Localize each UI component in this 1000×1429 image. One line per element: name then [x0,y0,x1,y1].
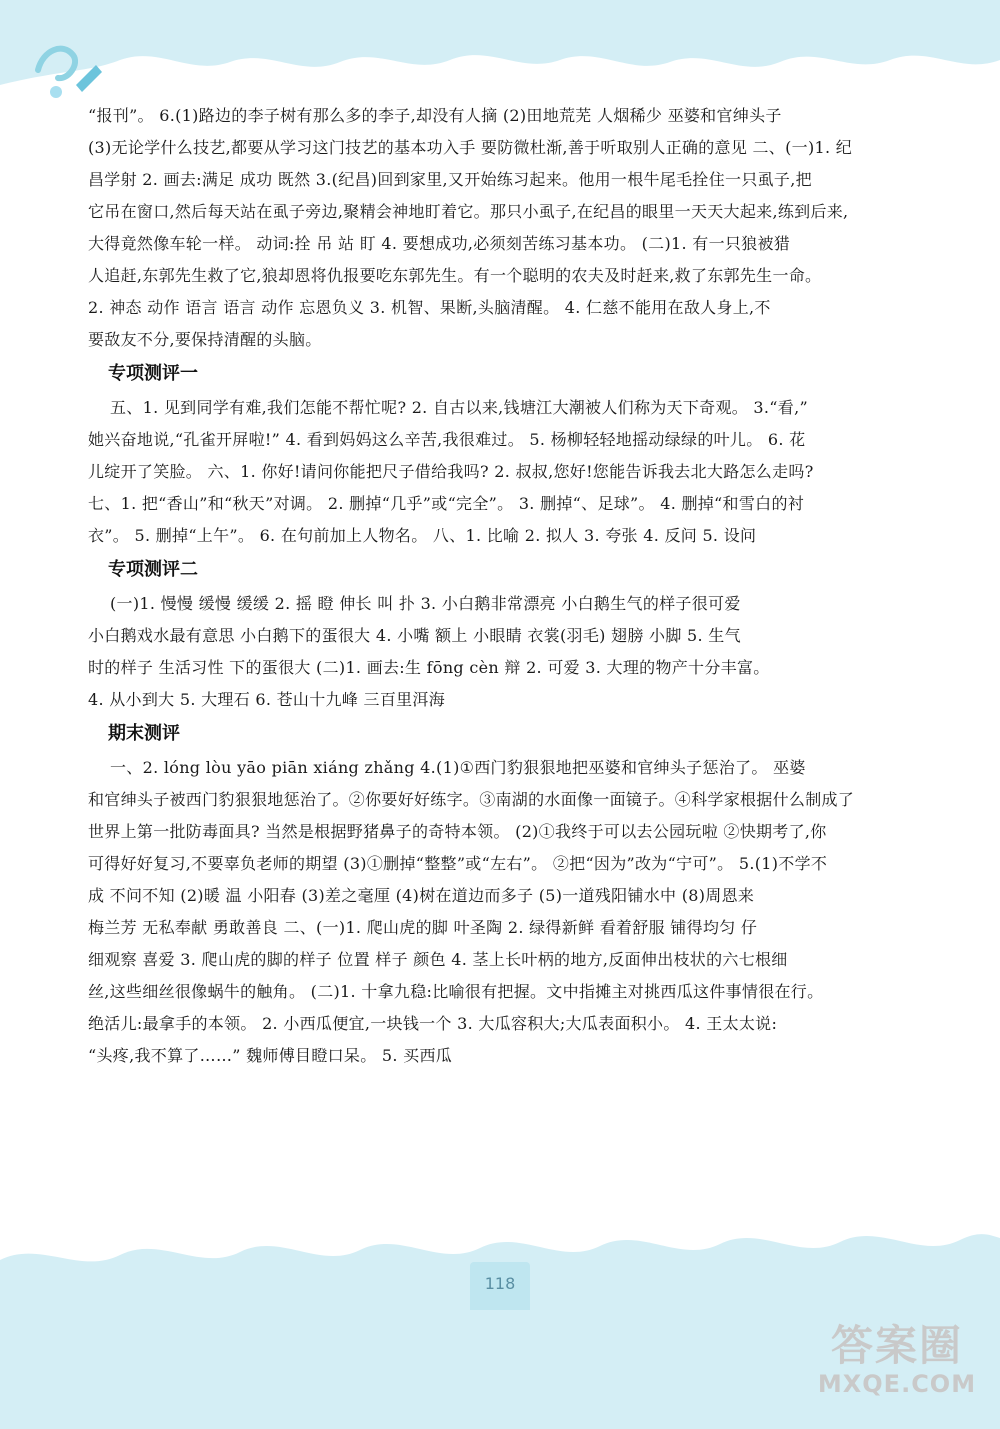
text-line: 她兴奋地说,“孔雀开屏啦!” 4. 看到妈妈这么辛苦,我很难过。 5. 杨柳轻轻地摇动绿绿的叶儿。 6. 花 [88,430,806,449]
text-line: 五、1. 见到同学有难,我们怎能不帮忙呢? 2. 自古以来,钱塘江大潮被人们称为天下奇观。 3.“看,” [110,398,808,417]
text-line: 世界上第一批防毒面具? 当然是根据野猪鼻子的奇特本领。 (2)①我终于可以去公园玩啦 ②快期考了,你 [88,822,827,841]
section-heading: 期末测评 [108,723,180,744]
page-number: 118 [470,1262,530,1310]
text-line: 它吊在窗口,然后每天站在虱子旁边,聚精会神地盯着它。那只小虱子,在纪昌的眼里一天天大起来,练到后来, [88,202,849,221]
section-heading: 专项测评一 [108,363,198,384]
text-line: 梅兰芳 无私奉献 勇敢善良 二、(一)1. 爬山虎的脚 叶圣陶 2. 绿得新鲜 看着舒服 铺得均匀 仔 [88,918,758,937]
section-heading: 专项测评二 [108,559,198,580]
text-line: 成 不问不知 (2)暖 温 小阳春 (3)差之毫厘 (4)树在道边而多子 (5)一道残阳铺水中 (8)周恩来 [88,886,755,905]
text-line: 丝,这些细丝很像蜗牛的触角。 (二)1. 十拿九稳:比喻很有把握。文中指摊主对挑西瓜这件事情很在行。 [88,982,824,1001]
text-line: 儿绽开了笑脸。 六、1. 你好!请问你能把尺子借给我吗? 2. 叔叔,您好!您能告诉我去北大路怎么走吗? [88,462,814,481]
text-line: 一、2. lóng lòu yāo piān xiáng zhǎng 4.(1)①西门豹狠狠地把巫婆和官绅头子惩治了。 巫婆 [110,758,806,777]
text-line: “报刊”。 6.(1)路边的李子树有那么多的李子,却没有人摘 (2)田地荒芜 人烟稀少 巫婆和官绅头子 [88,106,782,125]
text-line: 4. 从小到大 5. 大理石 6. 苍山十九峰 三百里洱海 [88,690,446,709]
text-line: (一)1. 慢慢 缓慢 缓缓 2. 摇 瞪 伸长 叫 扑 3. 小白鹅非常漂亮 小白鹅生气的样子很可爱 [110,594,741,613]
text-line: 绝活儿:最拿手的本领。 2. 小西瓜便宜,一块钱一个 3. 大瓜容积大;大瓜表面积小。 4. 王太太说: [88,1014,778,1033]
answer-content [88,100,912,1072]
text-line: 人追赶,东郭先生救了它,狼却恩将仇报要吃东郭先生。有一个聪明的农夫及时赶来,救了东郭先生一命。 [88,266,822,285]
watermark-logo-text: 答案圈 [830,1321,963,1370]
section-final-test [88,716,912,1072]
text-line: 小白鹅戏水最有意思 小白鹅下的蛋很大 4. 小嘴 额上 小眼睛 衣裳(羽毛) 翅膀 小脚 5. 生气 [88,626,741,645]
intro-block [88,100,912,356]
text-line: (3)无论学什么技艺,都要从学习这门技艺的基本功入手 要防微杜渐,善于听取别人正确的意见 二、(一)1. 纪 [88,138,853,157]
text-line: 和官绅头子被西门豹狠狠地惩治了。②你要好好练字。③南湖的水面像一面镜子。④科学家根据什么制成了 [88,790,855,809]
section-special-test-2 [88,552,912,716]
site-watermark [812,1322,982,1402]
watermark-domain: MXQE.COM [817,1370,977,1398]
text-line: 昌学射 2. 画去:满足 成功 既然 3.(纪昌)回到家里,又开始练习起来。他用一根牛尾毛拴住一只虱子,把 [88,170,812,189]
text-line: 衣”。 5. 删掉“上午”。 6. 在句前加上人物名。 八、1. 比喻 2. 拟人 3. 夸张 4. 反问 5. 设问 [88,526,757,545]
text-line: 大得竟然像车轮一样。 动词:拴 吊 站 盯 4. 要想成功,必须刻苦练习基本功。 (二)1. 有一只狼被猎 [88,234,791,253]
text-line: 细观察 喜爱 3. 爬山虎的脚的样子 位置 样子 颜色 4. 茎上长叶柄的地方,反面伸出枝状的六七根细 [88,950,788,969]
text-line: 可得好好复习,不要辜负老师的期望 (3)①删掉“整整”或“左右”。 ②把“因为”改为“宁可”。 5.(1)不学不 [88,854,828,873]
pen-doodle-icon [28,30,108,110]
text-line: 时的样子 生活习性 下的蛋很大 (二)1. 画去:生 fōng cèn 辩 2. 可爱 3. 大理的物产十分丰富。 [88,658,770,677]
section-special-test-1 [88,356,912,552]
text-line: “头疼,我不算了……” 魏师傅目瞪口呆。 5. 买西瓜 [88,1046,453,1065]
text-line: 2. 神态 动作 语言 语言 动作 忘恩负义 3. 机智、果断,头脑清醒。 4. 仁慈不能用在敌人身上,不 [88,298,771,317]
text-line: 七、1. 把“香山”和“秋天”对调。 2. 删掉“几乎”或“完全”。 3. 删掉“、足球”。 4. 删掉“和雪白的衬 [88,494,805,513]
text-line: 要敌友不分,要保持清醒的头脑。 [88,330,322,349]
